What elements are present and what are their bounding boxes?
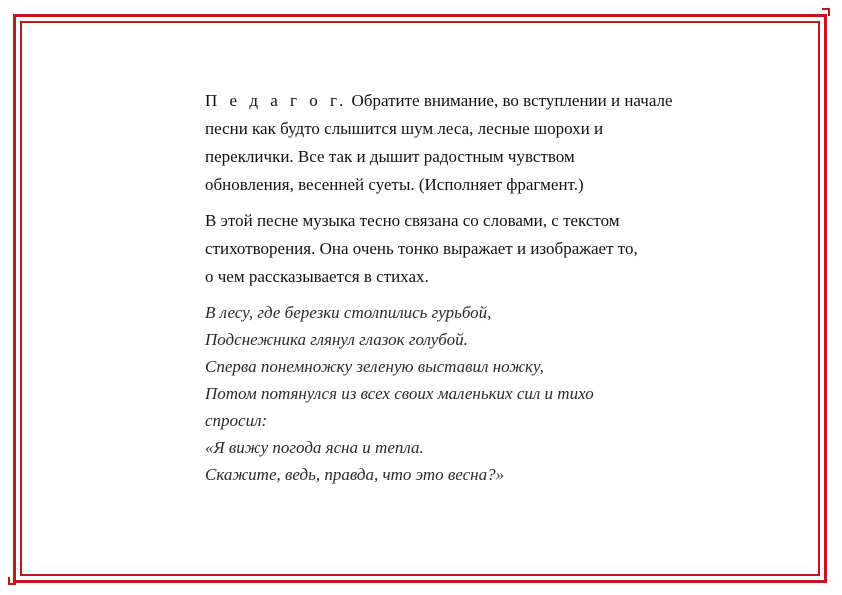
paragraph-line: о чем рассказывается в стихах. xyxy=(205,267,429,286)
paragraph-teacher xyxy=(205,87,745,199)
poem-line: Сперва понемножку зеленую выставил ножку, xyxy=(205,357,544,376)
poem-line: «Я вижу погода ясна и тепла. xyxy=(205,438,424,457)
paragraph-line: В этой песне музыка тесно связана со словами, с текстом xyxy=(205,211,620,230)
poem-line: Подснежника глянул глазок голубой. xyxy=(205,330,468,349)
speaker-label: П е д а г о г. xyxy=(205,91,348,110)
paragraph-music-description xyxy=(205,207,745,291)
poem-line: Потом потянулся из всех своих маленьких сил и тихо xyxy=(205,384,594,403)
frame-corner-mark xyxy=(8,577,16,585)
poem-line: В лесу, где березки столпились гурьбой, xyxy=(205,303,492,322)
paragraph-line: обновления, весенней суеты. (Исполняет фрагмент.) xyxy=(205,175,584,194)
document-body xyxy=(205,87,745,488)
paragraph-line: Обратите внимание, во вступлении и начале xyxy=(347,91,673,110)
poem-block xyxy=(205,299,745,488)
paragraph-line: песни как будто слышится шум леса, лесные шорохи и xyxy=(205,119,604,138)
paragraph-line: стихотворения. Она очень тонко выражает и изображает то, xyxy=(205,239,638,258)
poem-line: Скажите, ведь, правда, что это весна?» xyxy=(205,465,505,484)
poem-line: спросил: xyxy=(205,411,268,430)
frame-corner-mark xyxy=(822,8,830,16)
paragraph-line: переклички. Все так и дышит радостным чувством xyxy=(205,147,575,166)
